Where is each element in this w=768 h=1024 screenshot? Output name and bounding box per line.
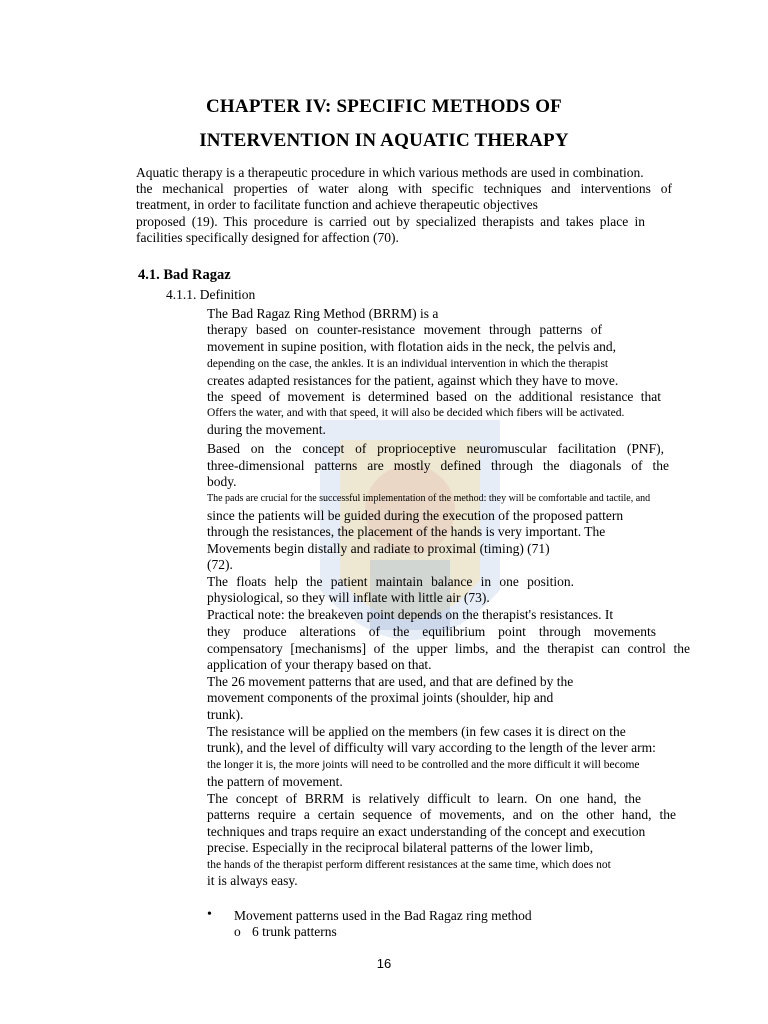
body-line: application of your therapy based on that. bbox=[207, 657, 432, 672]
body-line: the longer it is, the more joints will need to be controlled and the more difficult it will become bbox=[207, 759, 640, 771]
body-line: the speed of movement is determined based on the additional resistance that bbox=[207, 389, 661, 404]
subsection-heading: 4.1.1. Definition bbox=[166, 287, 256, 302]
list-item: Movement patterns used in the Bad Ragaz ring method bbox=[234, 908, 532, 923]
body-line: The 26 movement patterns that are used, and that are defined by the bbox=[207, 674, 574, 689]
intro-line: facilities specifically designed for affection (70). bbox=[136, 230, 399, 245]
body-line: they produce alterations of the equilibrium point through movements bbox=[207, 624, 656, 639]
body-line: since the patients will be guided during the execution of the proposed pattern bbox=[207, 508, 624, 523]
section-heading: 4.1. Bad Ragaz bbox=[138, 267, 231, 283]
body-line: Movements begin distally and radiate to proximal (timing) (71) bbox=[207, 541, 550, 556]
body-line: trunk), and the level of difficulty will vary according to the length of the lever arm: bbox=[207, 740, 656, 755]
body-line: it is always easy. bbox=[207, 873, 298, 888]
bullet-marker: • bbox=[207, 907, 212, 922]
sub-list-item: 6 trunk patterns bbox=[252, 924, 337, 939]
body-line: creates adapted resistances for the patient, against which they have to move. bbox=[207, 373, 619, 388]
intro-line: treatment, in order to facilitate function and achieve therapeutic objectives bbox=[136, 197, 538, 212]
body-line: Practical note: the breakeven point depends on the therapist's resistances. It bbox=[207, 607, 614, 622]
body-line: the pattern of movement. bbox=[207, 774, 343, 789]
body-line: trunk). bbox=[207, 707, 244, 722]
body-line: The resistance will be applied on the members (in few cases it is direct on the bbox=[207, 724, 626, 739]
body-line: movement components of the proximal joints (shoulder, hip and bbox=[207, 690, 554, 705]
body-line: The pads are crucial for the successful implementation of the method: they will be comfortable and tactile, and bbox=[207, 493, 651, 504]
body-line: physiological, so they will inflate with little air (73). bbox=[207, 590, 490, 605]
body-line: patterns require a certain sequence of movements, and on the other hand, the bbox=[207, 807, 676, 822]
body-line: compensatory [mechanisms] of the upper limbs, and the therapist can control the bbox=[207, 641, 690, 656]
chapter-title-line-1: CHAPTER IV: SPECIFIC METHODS OF bbox=[206, 96, 562, 117]
body-line: The Bad Ragaz Ring Method (BRRM) is a bbox=[207, 306, 439, 321]
body-line: (72). bbox=[207, 557, 233, 572]
body-line: precise. Especially in the reciprocal bilateral patterns of the lower limb, bbox=[207, 840, 594, 855]
intro-line: the mechanical properties of water along with specific techniques and interventions of bbox=[136, 181, 672, 196]
intro-line: proposed (19). This procedure is carried out by specialized therapists and takes place in bbox=[136, 214, 645, 229]
body-line: Based on the concept of proprioceptive neuromuscular facilitation (PNF), bbox=[207, 441, 664, 456]
body-line: body. bbox=[207, 474, 237, 489]
body-line: techniques and traps require an exact understanding of the concept and execution bbox=[207, 824, 646, 839]
body-line: The concept of BRRM is relatively difficult to learn. On one hand, the bbox=[207, 791, 641, 806]
page-number: 16 bbox=[376, 956, 392, 971]
body-line: three-dimensional patterns are mostly defined through the diagonals of the bbox=[207, 458, 669, 473]
chapter-title-line-2: INTERVENTION IN AQUATIC THERAPY bbox=[199, 130, 569, 151]
body-line: The floats help the patient maintain balance in one position. bbox=[207, 574, 574, 589]
body-line: the hands of the therapist perform different resistances at the same time, which does not bbox=[207, 859, 611, 871]
intro-line: Aquatic therapy is a therapeutic procedure in which various methods are used in combination. bbox=[136, 165, 644, 180]
body-line: Offers the water, and with that speed, it will also be decided which fibers will be activated. bbox=[207, 407, 625, 419]
body-line: therapy based on counter-resistance movement through patterns of bbox=[207, 322, 602, 337]
body-line: during the movement. bbox=[207, 422, 326, 437]
sub-list-marker: o bbox=[234, 924, 241, 939]
body-line: through the resistances, the placement of the hands is very important. The bbox=[207, 524, 606, 539]
body-line: movement in supine position, with flotation aids in the neck, the pelvis and, bbox=[207, 339, 617, 354]
body-line: depending on the case, the ankles. It is an individual intervention in which the therapist bbox=[207, 358, 609, 370]
